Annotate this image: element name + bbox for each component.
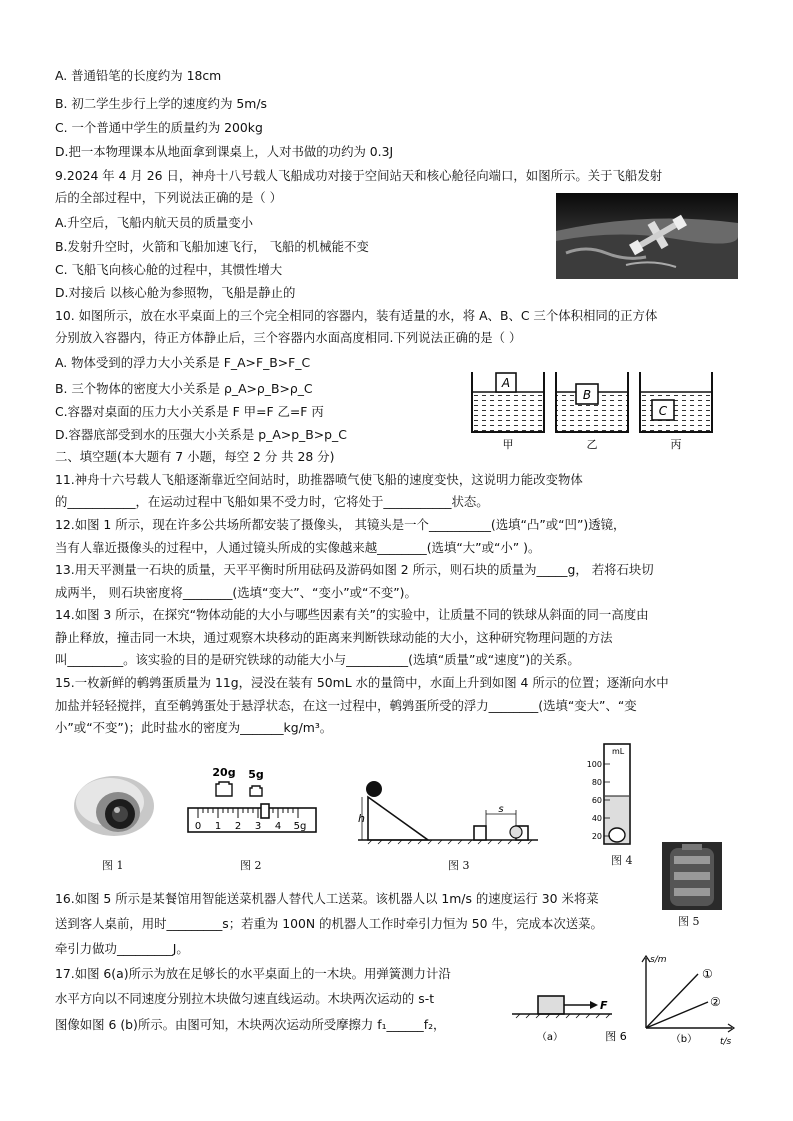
svg-text:乙: 乙 bbox=[586, 438, 598, 451]
q15-line2: 加盐并轻轻搅拌，直至鹌鹑蛋处于悬浮状态，在这一过程中，鹌鹑蛋所受的浮力________(选填“变大”、“变 bbox=[55, 698, 637, 713]
figure-6b-st-graph bbox=[632, 952, 736, 1046]
steel-ball bbox=[366, 781, 382, 797]
q13-line1: 13.用天平测量一石块的质量，天平平衡时所用砝码及游码如图 2 所示，则石块的质量为_____g， 若将石块切 bbox=[55, 562, 654, 577]
q14-line2: 静止释放，撞击同一木块，通过观察木块移动的距离来判断铁球动能的大小，这种研究物理问题的方法 bbox=[55, 630, 613, 645]
svg-text:100: 100 bbox=[586, 760, 602, 769]
svg-text:①: ① bbox=[702, 967, 713, 981]
q16-line1: 16.如图 5 所示是某餐馆用智能送菜机器人替代人工送菜。该机器人以 1m/s 的速度运行 30 米将菜 bbox=[55, 891, 599, 906]
figure-2-caption: 图 2 bbox=[240, 859, 262, 872]
q15-line3: 小”或“不变”)；此时盐水的密度为_______kg/m³。 bbox=[55, 720, 333, 735]
q16-line3: 牵引力做功_________J。 bbox=[55, 941, 189, 956]
q11-line2: 的___________，在运动过程中飞船如果不受力时，它将处于___________状态。 bbox=[55, 494, 489, 509]
svg-text:2: 2 bbox=[234, 821, 242, 832]
q8-option-b: B. 初二学生步行上学的速度约为 5m/s bbox=[55, 96, 267, 111]
q9-option-a: A.升空后，飞船内航天员的质量变小 bbox=[55, 215, 254, 230]
svg-text:3: 3 bbox=[254, 821, 262, 832]
figure-1-caption: 图 1 bbox=[102, 859, 124, 872]
containers-figure bbox=[466, 368, 726, 452]
svg-text:图 6: 图 6 bbox=[605, 1030, 627, 1043]
weight-20g bbox=[216, 782, 232, 796]
q9-option-d: D.对接后 以核心舱为参照物，飞船是静止的 bbox=[55, 285, 296, 300]
graduated-cylinder bbox=[586, 740, 646, 850]
svg-text:40: 40 bbox=[591, 814, 602, 823]
q9-stem-line2: 后的全部过程中，下列说法正确的是（ ） bbox=[55, 190, 282, 205]
balance-weights-figure bbox=[186, 764, 320, 840]
wood-block bbox=[538, 996, 564, 1014]
q12-line1: 12.如图 1 所示，现在许多公共场所都安装了摄像头， 其镜头是一个__________(选填“凸”或“凹”)透镜， bbox=[55, 517, 626, 532]
robot-photo bbox=[662, 842, 722, 910]
line-1 bbox=[646, 974, 698, 1028]
q8-option-a: A. 普通铅笔的长度约为 18cm bbox=[55, 68, 222, 83]
block-start bbox=[474, 826, 486, 840]
q16-line2: 送到客人桌前，用时_________s；若重为 100N 的机器人工作时牵引力恒为 50 牛，完成本次送菜。 bbox=[55, 916, 603, 931]
q14-line3: 叫_________。该实验的目的是研究铁球的动能大小与__________(选填“质量”或“速度”)的关系。 bbox=[55, 652, 580, 667]
svg-text:（a）: （a） bbox=[536, 1032, 564, 1043]
svg-text:t/s: t/s bbox=[720, 1037, 732, 1046]
svg-text:h: h bbox=[358, 812, 365, 825]
incline-figure bbox=[358, 772, 558, 848]
q11-line1: 11.神舟十六号载人飞船逐渐靠近空间站时，助推器喷气使飞船的速度变快，这说明力能改变物体 bbox=[55, 472, 583, 487]
camera-photo bbox=[68, 768, 160, 842]
spacecraft-photo bbox=[556, 193, 738, 279]
figure-4-caption: 图 4 bbox=[611, 854, 633, 867]
q10-stem-line1: 10. 如图所示，放在水平桌面上的三个完全相同的容器内，装有适量的水，将 A、B、C 三个体积相同的正方体 bbox=[55, 308, 658, 323]
svg-text:20g: 20g bbox=[212, 766, 236, 779]
q10-stem-line2: 分别放入容器内，待正方体静止后，三个容器内水面高度相同.下列说法正确的是（ ） bbox=[55, 330, 522, 345]
svg-text:s/m: s/m bbox=[650, 955, 667, 965]
svg-text:（b）: （b） bbox=[670, 1034, 698, 1045]
svg-text:80: 80 bbox=[591, 778, 602, 787]
svg-text:0: 0 bbox=[194, 821, 202, 832]
quail-egg bbox=[609, 828, 625, 842]
line-2 bbox=[646, 1002, 708, 1028]
svg-text:60: 60 bbox=[591, 796, 602, 805]
svg-text:5g: 5g bbox=[248, 768, 264, 781]
svg-text:F: F bbox=[600, 999, 608, 1012]
incline bbox=[368, 797, 428, 840]
svg-text:C: C bbox=[658, 404, 668, 418]
q17-line1: 17.如图 6(a)所示为放在足够长的水平桌面上的一木块。用弹簧测力计沿 bbox=[55, 966, 451, 981]
q9-option-c: C. 飞船飞向核心舱的过程中，其惯性增大 bbox=[55, 262, 283, 277]
svg-text:s: s bbox=[498, 804, 504, 815]
svg-text:A: A bbox=[501, 376, 511, 390]
section-2-heading: 二、填空题(本大题有 7 小题，每空 2 分 共 28 分) bbox=[55, 449, 335, 464]
figure-5-caption: 图 5 bbox=[678, 915, 700, 928]
q10-option-c: C.容器对桌面的压力大小关系是 F 甲=F 乙=F 丙 bbox=[55, 404, 324, 419]
q12-line2: 当有人靠近摄像头的过程中，人通过镜头所成的实像越来越________(选填“大”或“小” )。 bbox=[55, 540, 541, 555]
rider bbox=[261, 804, 269, 818]
svg-text:1: 1 bbox=[214, 821, 222, 832]
q10-option-a: A. 物体受到的浮力大小关系是 F_A>F_B>F_C bbox=[55, 355, 311, 370]
weight-5g bbox=[250, 786, 262, 796]
q17-line3: 图像如图 6 (b)所示。由图可知，木块两次运动所受摩擦力 f₁______f₂， bbox=[55, 1017, 446, 1032]
svg-text:②: ② bbox=[710, 995, 721, 1009]
q9-stem-line1: 9.2024 年 4 月 26 日，神舟十八号载人飞船成功对接于空间站天和核心舱径向端口，如图所示。关于飞船发射 bbox=[55, 168, 663, 183]
svg-text:4: 4 bbox=[274, 821, 282, 832]
svg-text:丙: 丙 bbox=[670, 438, 682, 451]
q13-line2: 成两半， 则石块密度将________(选填“变大”、“变小”或“不变”)。 bbox=[55, 585, 417, 600]
q10-option-d: D.容器底部受到水的压强大小关系是 p_A>p_B>p_C bbox=[55, 427, 347, 442]
svg-text:5g: 5g bbox=[293, 821, 307, 832]
svg-text:甲: 甲 bbox=[502, 438, 514, 451]
figure-3-caption: 图 3 bbox=[448, 859, 470, 872]
q14-line1: 14.如图 3 所示，在探究“物体动能的大小与哪些因素有关”的实验中，让质量不同的铁球从斜面的同一高度由 bbox=[55, 607, 649, 622]
q9-option-b: B.发射升空时，火箭和飞船加速飞行， 飞船的机械能不变 bbox=[55, 239, 369, 254]
q8-option-d: D.把一本物理课本从地面拿到课桌上，人对书做的功约为 0.3J bbox=[55, 144, 394, 159]
svg-text:B: B bbox=[582, 388, 592, 402]
svg-text:mL: mL bbox=[612, 747, 625, 756]
q17-line2: 水平方向以不同速度分别拉木块做匀速直线运动。木块两次运动的 s-t bbox=[55, 991, 435, 1006]
figure-6a-block bbox=[508, 990, 638, 1044]
q10-option-b: B. 三个物体的密度大小关系是 ρ_A>ρ_B>ρ_C bbox=[55, 381, 313, 396]
svg-text:20: 20 bbox=[591, 832, 602, 841]
q15-line1: 15.一枚新鲜的鹌鹑蛋质量为 11g，浸没在装有 50mL 水的量筒中，水面上升到如图 4 所示的位置；逐渐向水中 bbox=[55, 675, 669, 690]
q8-option-c: C. 一个普通中学生的质量约为 200kg bbox=[55, 120, 263, 135]
